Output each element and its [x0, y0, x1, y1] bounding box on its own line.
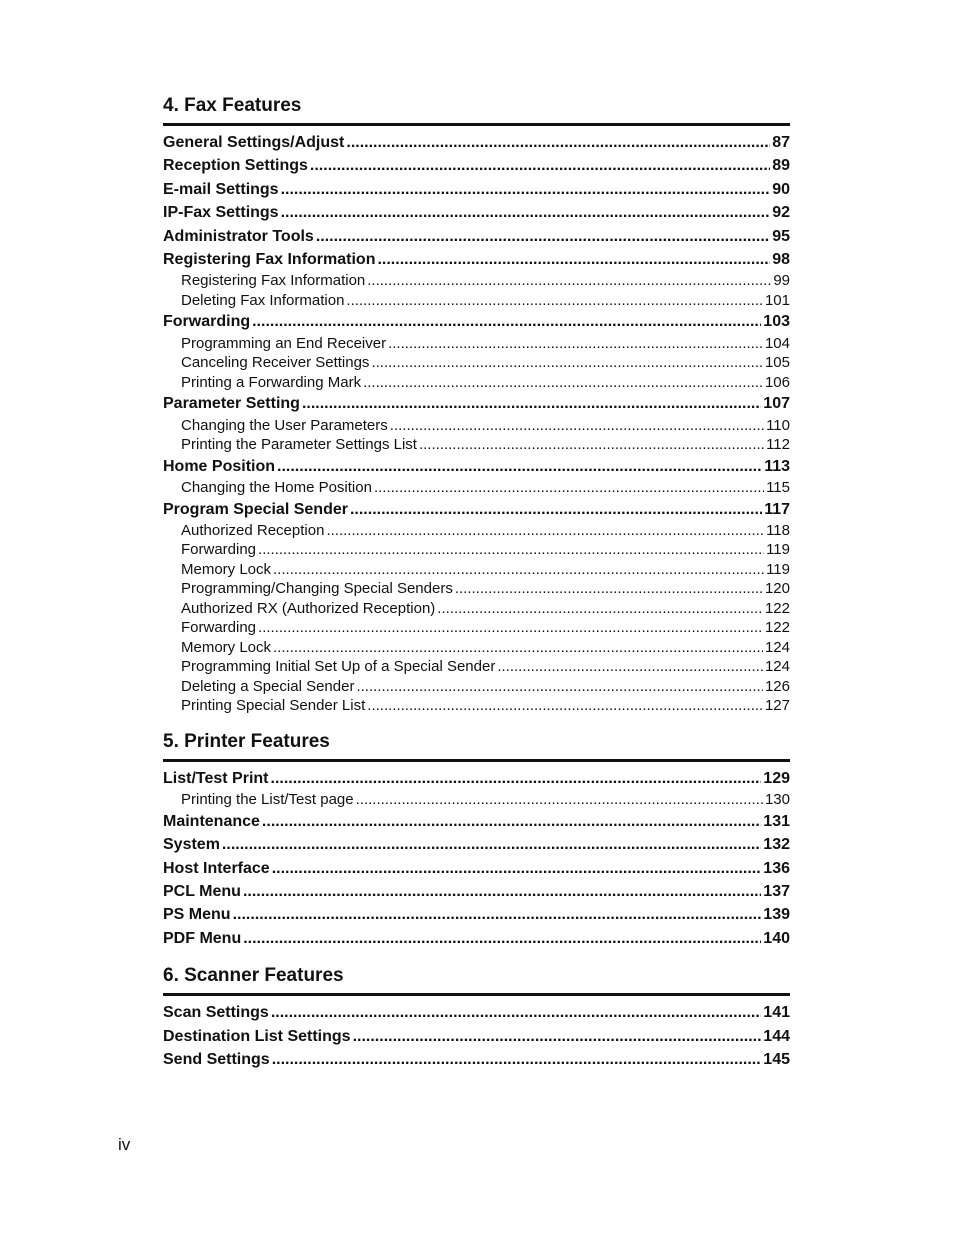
toc-entry[interactable] [163, 131, 790, 154]
toc-entry-page: 124 [764, 638, 790, 656]
toc-subentry[interactable] [163, 521, 790, 541]
dot-leader [281, 201, 771, 224]
toc-entry-page: 101 [764, 291, 790, 309]
toc-subentry[interactable] [163, 696, 790, 716]
toc-entry[interactable] [163, 1048, 790, 1071]
toc-subentry[interactable] [163, 435, 790, 455]
toc-entry-label: Forwarding [181, 619, 257, 637]
dot-leader [252, 310, 761, 333]
dot-leader [356, 677, 763, 697]
dot-leader [222, 833, 761, 856]
toc-subentry[interactable] [163, 618, 790, 638]
toc-entry-label: Parameter Setting [163, 395, 300, 413]
toc-entry-label: Deleting Fax Information [181, 291, 345, 309]
toc-entry-label: Changing the User Parameters [181, 416, 388, 434]
toc-entry-label: E-mail Settings [163, 180, 279, 198]
toc-entry-label: Registering Fax Information [163, 250, 376, 268]
toc-entry-page: 141 [763, 1004, 790, 1022]
toc-section-printer [163, 728, 790, 950]
chapter-title: 4. Fax Features [163, 92, 790, 126]
toc-entry-page: 139 [763, 906, 790, 924]
toc-entry-label: Printing Special Sender List [181, 697, 366, 715]
toc-entry[interactable] [163, 201, 790, 224]
dot-leader [455, 579, 763, 599]
toc-entry-label: Programming an End Receiver [181, 334, 387, 352]
toc-entries [163, 1001, 790, 1071]
toc-entry-page: 132 [763, 836, 790, 854]
toc-entry-label: Canceling Receiver Settings [181, 354, 370, 372]
toc-entry-page: 119 [766, 560, 790, 578]
toc-entry-page: 110 [766, 416, 790, 434]
dot-leader [302, 392, 761, 415]
dot-leader [262, 810, 761, 833]
toc-entry-label: Host Interface [163, 859, 270, 877]
dot-leader [419, 435, 764, 455]
toc-entry-page: 120 [764, 580, 790, 598]
toc-entry-label: Home Position [163, 457, 276, 475]
toc-entry-page: 103 [763, 313, 790, 331]
toc-subentry[interactable] [163, 291, 790, 311]
toc-entry-label: IP-Fax Settings [163, 204, 279, 222]
toc-entries [163, 767, 790, 950]
toc-entry-page: 126 [764, 677, 790, 695]
toc-entry-page: 145 [763, 1050, 790, 1068]
toc-entry-page: 137 [763, 882, 790, 900]
toc-entry-label: Authorized Reception [181, 521, 325, 539]
toc-entry-label: PCL Menu [163, 882, 241, 900]
toc-entry-page: 140 [763, 929, 790, 947]
toc-entry-label: PDF Menu [163, 929, 242, 947]
toc-subentry[interactable] [163, 599, 790, 619]
toc-entry-label: Send Settings [163, 1050, 270, 1068]
dot-leader [243, 927, 761, 950]
chapter-title: 6. Scanner Features [163, 962, 790, 996]
toc-entry-page: 89 [772, 157, 790, 175]
toc-subentry[interactable] [163, 790, 790, 810]
dot-leader [346, 131, 770, 154]
dot-leader [271, 1001, 761, 1024]
dot-leader [326, 521, 764, 541]
toc-entry-label: General Settings/Adjust [163, 134, 345, 151]
toc-entry-page: 127 [764, 697, 790, 715]
toc-entry-label: Changing the Home Position [181, 479, 372, 497]
toc-entry[interactable] [163, 833, 790, 856]
dot-leader [363, 373, 763, 393]
toc-entry-label: Printing the Parameter Settings List [181, 436, 417, 454]
toc-entry-label: Programming Initial Set Up of a Special Sender [181, 658, 496, 676]
chapter-title: 5. Printer Features [163, 728, 790, 762]
toc-entry-page: 124 [764, 658, 790, 676]
dot-leader [316, 225, 770, 248]
toc-subentry[interactable] [163, 560, 790, 580]
toc-entry-page: 95 [772, 227, 790, 245]
toc-entry-page: 99 [773, 272, 790, 290]
toc-entry[interactable] [163, 248, 790, 271]
toc-entry-label: Memory Lock [181, 560, 272, 578]
toc-entry-page: 117 [764, 500, 790, 518]
toc-subentry[interactable] [163, 271, 790, 291]
toc-entry-label: Memory Lock [181, 638, 272, 656]
toc-entry-label: Program Special Sender [163, 500, 348, 518]
toc-entry-label: Printing the List/Test page [181, 791, 354, 809]
toc-entry-page: 130 [764, 791, 790, 809]
toc-entries [163, 131, 790, 716]
toc-entry-page: 119 [766, 541, 790, 559]
toc-entry-label: Scan Settings [163, 1004, 269, 1022]
dot-leader [497, 657, 763, 677]
toc-entry-page: 87 [772, 134, 790, 151]
toc-subentry[interactable] [163, 579, 790, 599]
toc-entry-label: List/Test Print [163, 769, 269, 787]
toc-subentry[interactable] [163, 373, 790, 393]
toc-entry[interactable] [163, 498, 790, 521]
toc-entry-label: Reception Settings [163, 157, 308, 175]
dot-leader [273, 560, 764, 580]
toc-subentry[interactable] [163, 416, 790, 436]
toc-subentry[interactable] [163, 334, 790, 354]
toc-entry[interactable] [163, 392, 790, 415]
toc-entry-label: Forwarding [181, 541, 257, 559]
toc-entry-label: Administrator Tools [163, 227, 314, 245]
dot-leader [390, 416, 764, 436]
dot-leader [272, 1048, 762, 1071]
dot-leader [377, 248, 770, 271]
toc-entry[interactable] [163, 1001, 790, 1024]
toc-subentry[interactable] [163, 638, 790, 658]
toc-entry-label: Forwarding [163, 313, 251, 331]
toc-entry-label: Registering Fax Information [181, 272, 366, 290]
toc-entry[interactable] [163, 903, 790, 926]
toc-entry-label: Printing a Forwarding Mark [181, 373, 362, 391]
toc-subentry[interactable] [163, 657, 790, 677]
toc-entry-label: Deleting a Special Sender [181, 677, 355, 695]
toc-subentry[interactable] [163, 478, 790, 498]
dot-leader [371, 353, 763, 373]
toc-entry[interactable] [163, 154, 790, 177]
dot-leader [243, 880, 761, 903]
toc-entry-page: 144 [763, 1027, 790, 1045]
toc-entry[interactable] [163, 857, 790, 880]
toc-subentry[interactable] [163, 677, 790, 697]
toc-entry-label: Authorized RX (Authorized Reception) [181, 599, 436, 617]
toc-entry-label: Destination List Settings [163, 1027, 351, 1045]
toc-subentry[interactable] [163, 540, 790, 560]
toc-entry-label: Programming/Changing Special Senders [181, 580, 453, 598]
toc-entry-label: System [163, 836, 220, 854]
dot-leader [277, 455, 762, 478]
toc-entry-label: Maintenance [163, 812, 260, 830]
toc-entry[interactable] [163, 880, 790, 903]
toc-entry-page: 107 [763, 395, 790, 413]
toc-entry-page: 131 [763, 812, 790, 830]
dot-leader [374, 478, 764, 498]
dot-leader [350, 498, 762, 521]
toc-entry[interactable] [163, 767, 790, 790]
dot-leader [271, 767, 762, 790]
toc-entry-label: PS Menu [163, 906, 231, 924]
toc-entry-page: 90 [772, 180, 790, 198]
toc-entry-page: 92 [772, 204, 790, 222]
toc-entry-page: 136 [763, 859, 790, 877]
dot-leader [310, 154, 770, 177]
page-number: iv [118, 1135, 131, 1154]
dot-leader [367, 271, 771, 291]
toc-entry[interactable] [163, 810, 790, 833]
toc-entry-page: 112 [766, 436, 790, 454]
dot-leader [258, 618, 763, 638]
toc-entry-page: 113 [764, 457, 790, 475]
dot-leader [346, 291, 763, 311]
toc-entry-page: 106 [764, 373, 790, 391]
dot-leader [388, 334, 763, 354]
toc-entry[interactable] [163, 455, 790, 478]
toc-entry-page: 122 [764, 619, 790, 637]
toc-entry-page: 129 [763, 769, 790, 787]
toc-section-fax [163, 92, 790, 716]
dot-leader [353, 1025, 762, 1048]
dot-leader [281, 178, 771, 201]
toc-entry[interactable] [163, 310, 790, 333]
toc-entry-page: 105 [764, 354, 790, 372]
dot-leader [233, 903, 762, 926]
toc-entry[interactable] [163, 927, 790, 950]
toc-subentry[interactable] [163, 353, 790, 373]
dot-leader [367, 696, 763, 716]
toc-entry-page: 104 [764, 334, 790, 352]
toc-entry[interactable] [163, 178, 790, 201]
toc-entry-page: 118 [766, 521, 790, 539]
dot-leader [273, 638, 763, 658]
table-of-contents [163, 92, 790, 1071]
toc-entry-page: 98 [772, 250, 790, 268]
dot-leader [437, 599, 763, 619]
dot-leader [272, 857, 762, 880]
toc-entry-page: 115 [766, 479, 790, 497]
dot-leader [258, 540, 764, 560]
toc-entry-page: 122 [764, 599, 790, 617]
toc-entry[interactable] [163, 1025, 790, 1048]
toc-entry[interactable] [163, 225, 790, 248]
dot-leader [356, 790, 763, 810]
toc-section-scanner [163, 962, 790, 1071]
